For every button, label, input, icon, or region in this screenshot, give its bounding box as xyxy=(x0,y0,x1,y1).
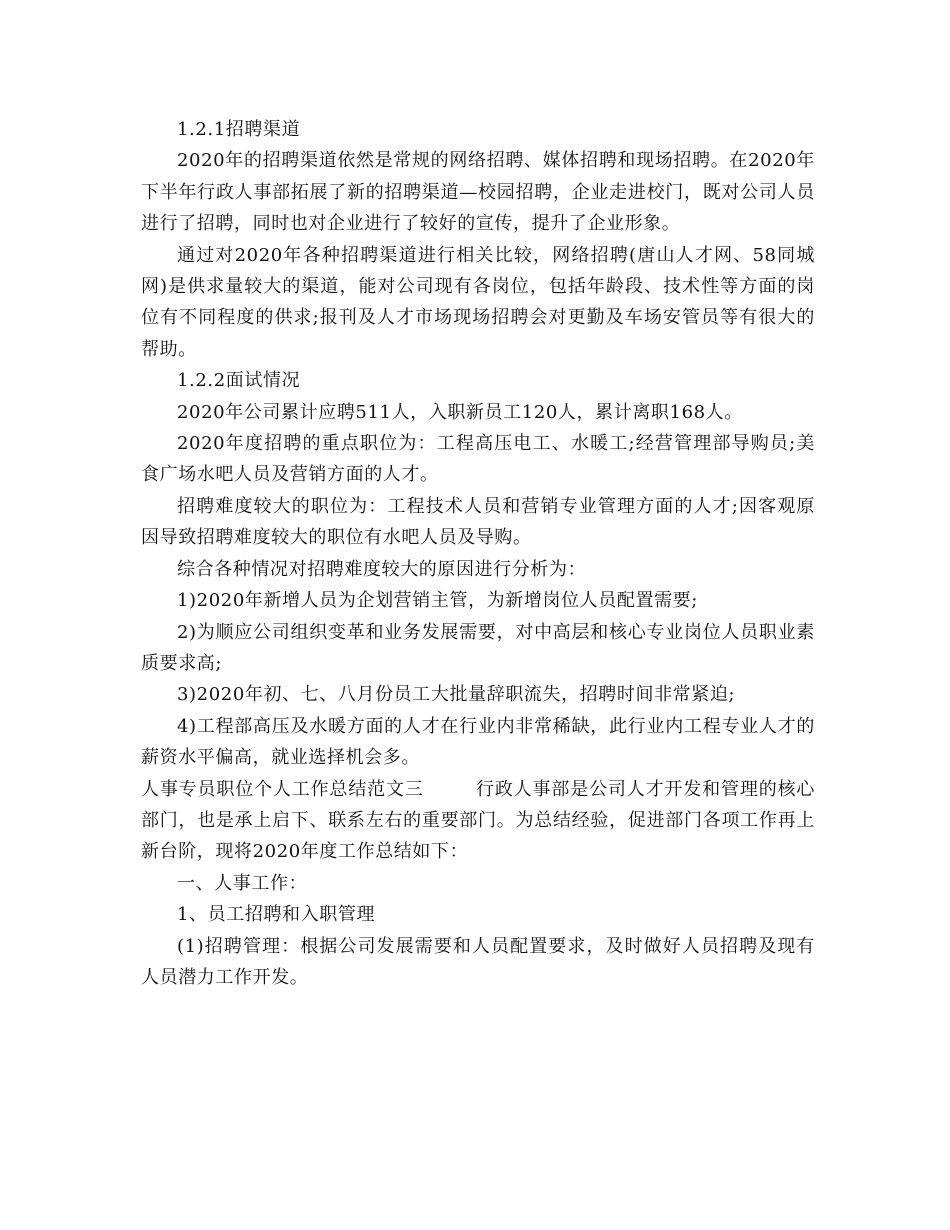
heading-interview-status: 1.2.2面试情况 xyxy=(177,370,301,392)
paragraph-recruitment-management: (1)招聘管理：根据公司发展需要和人员配置要求，及时做好人员招聘及现有人员潜力工作开发。 xyxy=(141,935,815,988)
document-body xyxy=(141,114,815,993)
heading-recruitment-onboarding: 1、员工招聘和入职管理 xyxy=(177,904,376,926)
section-intro-paragraph xyxy=(141,774,815,868)
heading-hr-work: 一、人事工作： xyxy=(177,872,308,894)
paragraph-applicant-stats: 2020年公司累计应聘511人，入职新员工120人，累计离职168人。 xyxy=(177,401,743,423)
list-item-reason-1: 1)2020年新增人员为企划营销主管，为新增岗位人员配置需要; xyxy=(177,590,698,612)
section-title: 人事专员职位个人工作总结范文三 xyxy=(141,778,424,800)
paragraph-analysis-intro: 综合各种情况对招聘难度较大的原因进行分析为： xyxy=(177,558,587,580)
paragraph-key-positions: 2020年度招聘的重点职位为：工程高压电工、水暖工;经营管理部导购员;美食广场水吧人员及营销方面的人才。 xyxy=(141,433,815,486)
list-item-reason-2: 2)为顺应公司组织变革和业务发展需要，对中高层和核心专业岗位人员职业素质要求高; xyxy=(141,621,815,674)
paragraph-difficult-positions: 招聘难度较大的职位为：工程技术人员和营销专业管理方面的人才;因客观原因导致招聘难度较大的职位有水吧人员及导购。 xyxy=(141,495,815,549)
heading-recruitment-channels: 1.2.1招聘渠道 xyxy=(177,119,301,140)
paragraph-recruitment-channels: 2020年的招聘渠道依然是常规的网络招聘、媒体招聘和现场招聘。在2020年下半年行政人事部拓展了新的招聘渠道—校园招聘，企业走进校门，既对公司人员进行了招聘，同时也对企业进行了较好的宣传，提升了企业形象。 xyxy=(141,150,815,235)
paragraph-channel-comparison: 通过对2020年各种招聘渠道进行相关比较，网络招聘(唐山人才网、58同城网)是供求量较大的渠道，能对公司现有各岗位，包括年龄段、技术性等方面的岗位有不同程度的供求;报刊及人才市场现场招聘会对更勤及车场安管员等有很大的帮助。 xyxy=(141,244,815,360)
list-item-reason-3: 3)2020年初、七、八月份员工大批量辞职流失，招聘时间非常紧迫; xyxy=(177,684,736,706)
section-intro-text: 行政人事部是公司人才开发和管理的核心部门，也是承上启下、联系左右的重要部门。为总结经验，促进部门各项工作再上新台阶，现将2020年度工作总结如下： xyxy=(141,778,815,863)
list-item-reason-4: 4)工程部高压及水暖方面的人才在行业内非常稀缺，此行业内工程专业人才的薪资水平偏高，就业选择机会多。 xyxy=(141,715,815,769)
